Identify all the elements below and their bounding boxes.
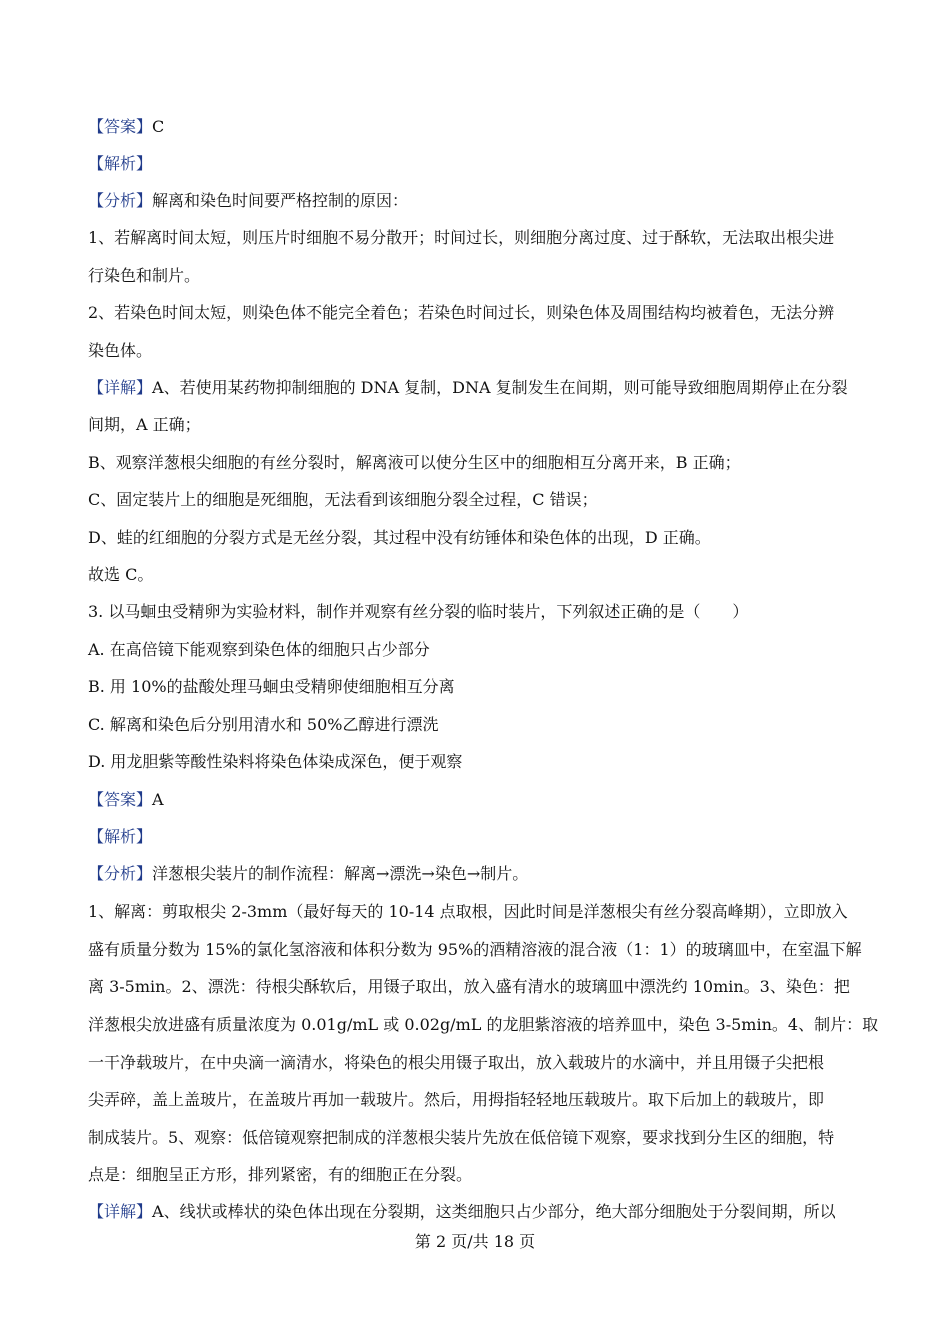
point1-line2: 行染色和制片。 [88, 266, 201, 285]
point2-line2: 染色体。 [88, 341, 153, 360]
analysis-line [88, 191, 408, 211]
detail-tag: 【详解】 [88, 378, 153, 397]
answer-tag: 【答案】 [88, 790, 153, 809]
option-d: D. 用龙胆紫等酸性染料将染色体染成深色，便于观察 [88, 752, 463, 771]
detail-tag: 【详解】 [88, 1202, 153, 1221]
procedure-line: 一干净载玻片，在中央滴一滴清水，将染色的根尖用镊子取出，放入载玻片的水滴中，并且用镊子尖把根 [88, 1053, 825, 1072]
question-stem: 3. 以马蛔虫受精卵为实验材料，制作并观察有丝分裂的临时装片，下列叙述正确的是（ ） [88, 602, 749, 621]
answer-value: C [152, 117, 165, 136]
analysis-heading: 【解析】 [88, 154, 153, 173]
procedure-line: 盛有质量分数为 15%的氯化氢溶液和体积分数为 95%的酒精溶液的混合液（1：1）的玻璃皿中，在室温下解 [88, 940, 862, 959]
answer-tag: 【答案】 [88, 117, 153, 136]
conclusion: 故选 C。 [88, 565, 154, 584]
fenxi-text: 洋葱根尖装片的制作流程：解离→漂洗→染色→制片。 [152, 864, 529, 883]
procedure-line: 点是：细胞呈正方形，排列紧密，有的细胞正在分裂。 [88, 1165, 473, 1184]
procedure-line: 尖弄碎，盖上盖玻片，在盖玻片再加一载玻片。然后，用拇指轻轻地压载玻片。取下后加上的载玻片，即 [88, 1090, 825, 1109]
detail-text: A、线状或棒状的染色体出现在分裂期，这类细胞只占少部分，绝大部分细胞处于分裂间期，所以 [152, 1202, 836, 1221]
detail-line2: 间期，A 正确； [88, 415, 201, 434]
page-number: 第 2 页/共 18 页 [414, 1232, 536, 1251]
answer-value: A [152, 790, 164, 809]
option-c-explanation: C、固定装片上的细胞是死细胞，无法看到该细胞分裂全过程，C 错误； [88, 490, 598, 509]
analysis-heading: 【解析】 [88, 827, 153, 846]
fenxi-tag: 【分析】 [88, 191, 153, 210]
procedure-line: 洋葱根尖放进盛有质量浓度为 0.01g/mL 或 0.02g/mL 的龙胆紫溶液的培养皿中，染色 3-5min。4、制片：取 [88, 1015, 879, 1034]
procedure-line: 1、解离：剪取根尖 2-3mm（最好每天的 10-14 点取根，因此时间是洋葱根尖有丝分裂高峰期），立即放入 [88, 902, 848, 921]
option-c: C. 解离和染色后分别用清水和 50%乙醇进行漂洗 [88, 715, 439, 734]
option-b: B. 用 10%的盐酸处理马蛔虫受精卵使细胞相互分离 [88, 677, 455, 696]
fenxi-tag: 【分析】 [88, 864, 153, 883]
answer-line [88, 790, 164, 810]
detail-text: A、若使用某药物抑制细胞的 DNA 复制，DNA 复制发生在间期，则可能导致细胞周期停止在分裂 [152, 378, 848, 397]
analysis-line [88, 864, 528, 884]
point1-line1: 1、若解离时间太短，则压片时细胞不易分散开；时间过长，则细胞分离过度、过于酥软，无法取出根尖进 [88, 228, 835, 247]
option-a: A. 在高倍镜下能观察到染色体的细胞只占少部分 [88, 640, 430, 659]
detail-line1 [88, 1202, 836, 1222]
option-d-explanation: D、蛙的红细胞的分裂方式是无丝分裂，其过程中没有纺锤体和染色体的出现，D 正确。 [88, 528, 711, 547]
answer-line [88, 117, 164, 137]
detail-line1 [88, 378, 848, 398]
procedure-line: 制成装片。5、观察：低倍镜观察把制成的洋葱根尖装片先放在低倍镜下观察，要求找到分生区的细胞，特 [88, 1128, 835, 1147]
option-b-explanation: B、观察洋葱根尖细胞的有丝分裂时，解离液可以使分生区中的细胞相互分离开来，B 正确； [88, 453, 741, 472]
fenxi-text: 解离和染色时间要严格控制的原因： [152, 191, 409, 210]
point2-line1: 2、若染色时间太短，则染色体不能完全着色；若染色时间过长，则染色体及周围结构均被着色，无法分辨 [88, 303, 835, 322]
procedure-line: 离 3-5min。2、漂洗：待根尖酥软后，用镊子取出，放入盛有清水的玻璃皿中漂洗约 10min。3、染色：把 [88, 977, 850, 996]
